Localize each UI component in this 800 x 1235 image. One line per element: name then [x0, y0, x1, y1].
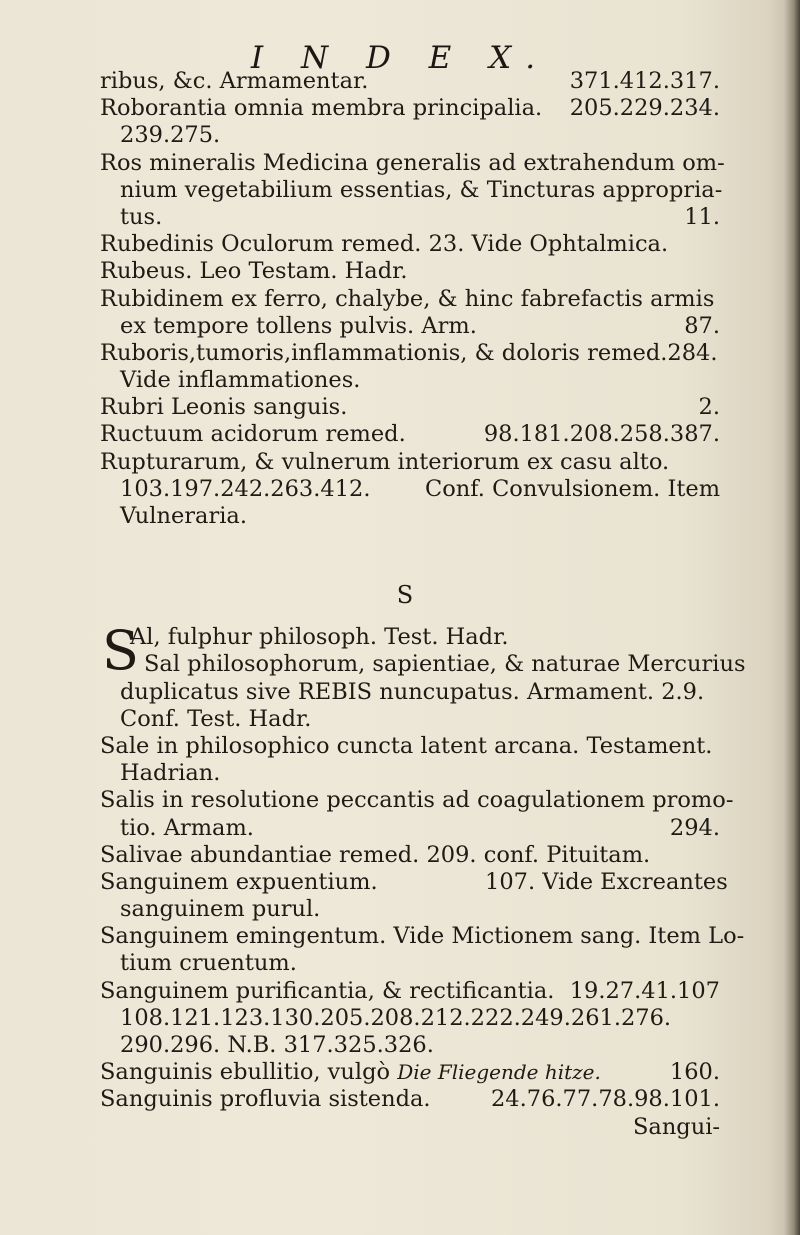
index-entry: Conf. Test. Hadr.: [120, 705, 312, 732]
index-entry: Hadrian.: [120, 760, 221, 787]
index-entry: 239.275.: [120, 122, 221, 149]
index-entry: Rubeus. Leo Testam. Hadr.: [100, 258, 408, 285]
index-entry: nium vegetabilium essentias, & Tincturas appropria-: [120, 176, 723, 203]
index-entry: 103.197.242.263.412. Conf. Convulsionem. Item: [120, 475, 721, 502]
index-entry: Sanguinem purificantia, & rectificantia. 19.27.41.107: [100, 977, 720, 1004]
index-entry: Vulneraria.: [120, 503, 247, 529]
index-entry: Rubidinem ex ferro, chalybe, & hinc fabrefactis armis: [100, 285, 715, 312]
index-entry: sanguinem purul.: [120, 896, 321, 923]
dropcap-block: [100, 619, 746, 683]
index-entry: ex tempore tollens pulvis. Arm. 87.: [120, 312, 720, 339]
section-letter: S: [396, 581, 414, 610]
index-entry: Ros mineralis Medicina generalis ad extrahendum om-: [100, 149, 725, 176]
index-entry: Roborantia omnia membra principalia. 205.229.234.: [100, 95, 720, 122]
index-entry: tium cruentum.: [120, 950, 297, 977]
index-entry: Rubri Leonis sanguis. 2.: [100, 394, 720, 421]
index-entry: 290.296. N.B. 317.325.326.: [120, 1032, 434, 1058]
index-entry: Sanguinem emingentum. Vide Mictionem sang. Item Lo-: [100, 923, 745, 950]
index-entry: Al, fulphur philosoph. Test. Hadr.: [130, 624, 509, 651]
dropcap-letter: S: [102, 619, 139, 683]
running-head: I N D E X.: [250, 40, 550, 76]
index-entry: Ruboris,tumoris,inflammationis, & doloris remed.284.: [100, 339, 718, 366]
index-entry: Salivae abundantiae remed. 209. conf. Pituitam.: [100, 841, 651, 868]
index-entry: Rubedinis Oculorum remed. 23. Vide Ophtalmica.: [100, 231, 669, 258]
index-entry: 108.121.123.130.205.208.212.222.249.261.276.: [120, 1004, 672, 1031]
index-entry: Sanguinis ebullitio, vulgò Die Fliegende hitze. 160.: [100, 1059, 720, 1086]
index-entry: tus. 11.: [120, 203, 720, 230]
page-gutter-shadow: [784, 0, 800, 1235]
index-entry: Salis in resolutione peccantis ad coagulationem promo-: [100, 787, 734, 814]
index-entry: tio. Armam. 294.: [120, 814, 720, 841]
index-entry: Ructuum acidorum remed. 98.181.208.258.387.: [100, 421, 720, 448]
index-entry: Rupturarum, & vulnerum interiorum ex casu alto.: [100, 448, 670, 475]
index-column: [100, 68, 746, 1141]
index-entry: duplicatus sive REBIS nuncupatus. Armament. 2.9.: [120, 678, 705, 705]
index-entry: Sale in philosophico cuncta latent arcana. Testament.: [100, 732, 713, 759]
index-entry: Vide inflammationes.: [120, 367, 361, 394]
catchword: Sangui-: [632, 1113, 720, 1140]
index-entry: Sanguinis profluvia sistenda. 24.76.77.78.98.101.: [100, 1086, 720, 1113]
index-entry: ribus, &c. Armamentar. 371.412.317.: [100, 68, 720, 94]
index-entry: Sanguinem expuentium. 107. Vide Excreantes: [100, 868, 728, 895]
index-entry: Sal philosophorum, sapientiae, & naturae Mercurius: [144, 651, 746, 678]
